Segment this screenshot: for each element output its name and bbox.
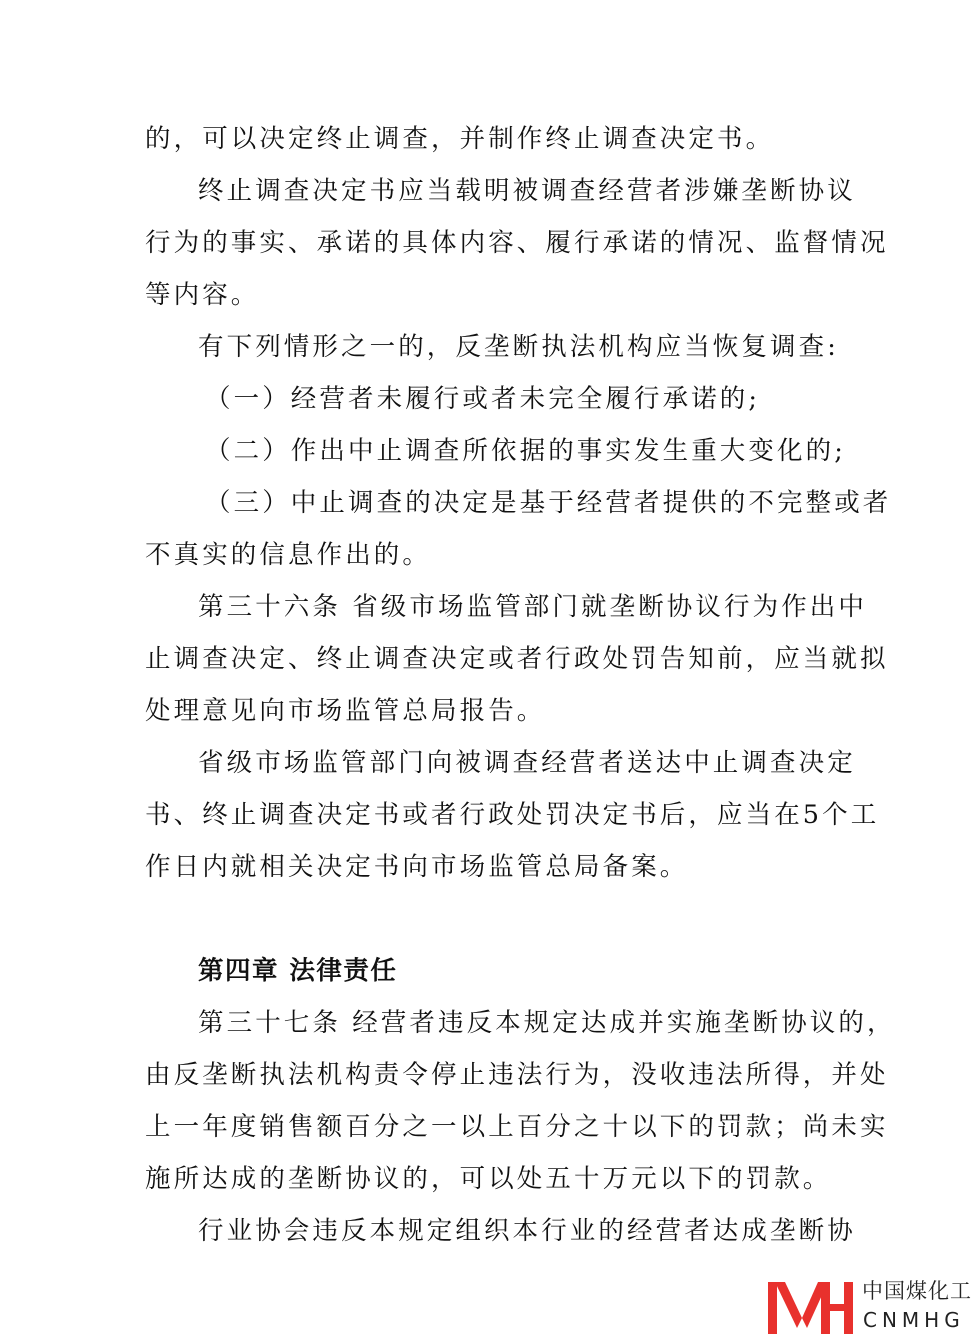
text-line: 止调查决定、终止调查决定或者行政处罚告知前，应当就拟 — [145, 644, 889, 674]
text-line: 上一年度销售额百分之一以上百分之十以下的罚款；尚未实 — [145, 1112, 889, 1142]
chapter-heading: 第四章 法律责任 — [198, 956, 398, 986]
article-36-line: 第三十六条 省级市场监管部门就垄断协议行为作出中 — [198, 592, 868, 622]
logo-name-en: CNMHG — [863, 1308, 965, 1332]
article-37-line: 第三十七条 经营者违反本规定达成并实施垄断协议的， — [198, 1008, 896, 1038]
list-item: （三）中止调查的决定是基于经营者提供的不完整或者 — [205, 488, 892, 518]
text-line: 由反垄断执法机构责令停止违法行为，没收违法所得，并处 — [145, 1060, 889, 1090]
text-line: 处理意见向市场监管总局报告。 — [145, 696, 546, 726]
text-line: 作日内就相关决定书向市场监管总局备案。 — [145, 852, 689, 882]
paragraph-line: 终止调查决定书应当载明被调查经营者涉嫌垄断协议 — [198, 176, 856, 206]
list-item: （二）作出中止调查所依据的事实发生重大变化的; — [205, 436, 846, 466]
text-line: 的，可以决定终止调查，并制作终止调查决定书。 — [145, 124, 775, 154]
watermark-logo — [766, 1276, 971, 1338]
logo-mark-icon — [766, 1278, 856, 1336]
text-line: 书、终止调查决定书或者行政处罚决定书后，应当在5个工 — [145, 800, 880, 830]
text-line: 不真实的信息作出的。 — [145, 540, 432, 570]
text-line: 行为的事实、承诺的具体内容、履行承诺的情况、监督情况 — [145, 228, 889, 258]
text-line: 等内容。 — [145, 280, 260, 310]
logo-name-cn: 中国煤化工 — [862, 1279, 972, 1303]
list-item: （一）经营者未履行或者未完全履行承诺的; — [205, 384, 761, 414]
text-line: 施所达成的垄断协议的，可以处五十万元以下的罚款。 — [145, 1164, 832, 1194]
paragraph-line: 省级市场监管部门向被调查经营者送达中止调查决定 — [198, 748, 856, 778]
paragraph-line: 有下列情形之一的，反垄断执法机构应当恢复调查: — [198, 332, 839, 362]
paragraph-line: 行业协会违反本规定组织本行业的经营者达成垄断协 — [198, 1216, 856, 1246]
